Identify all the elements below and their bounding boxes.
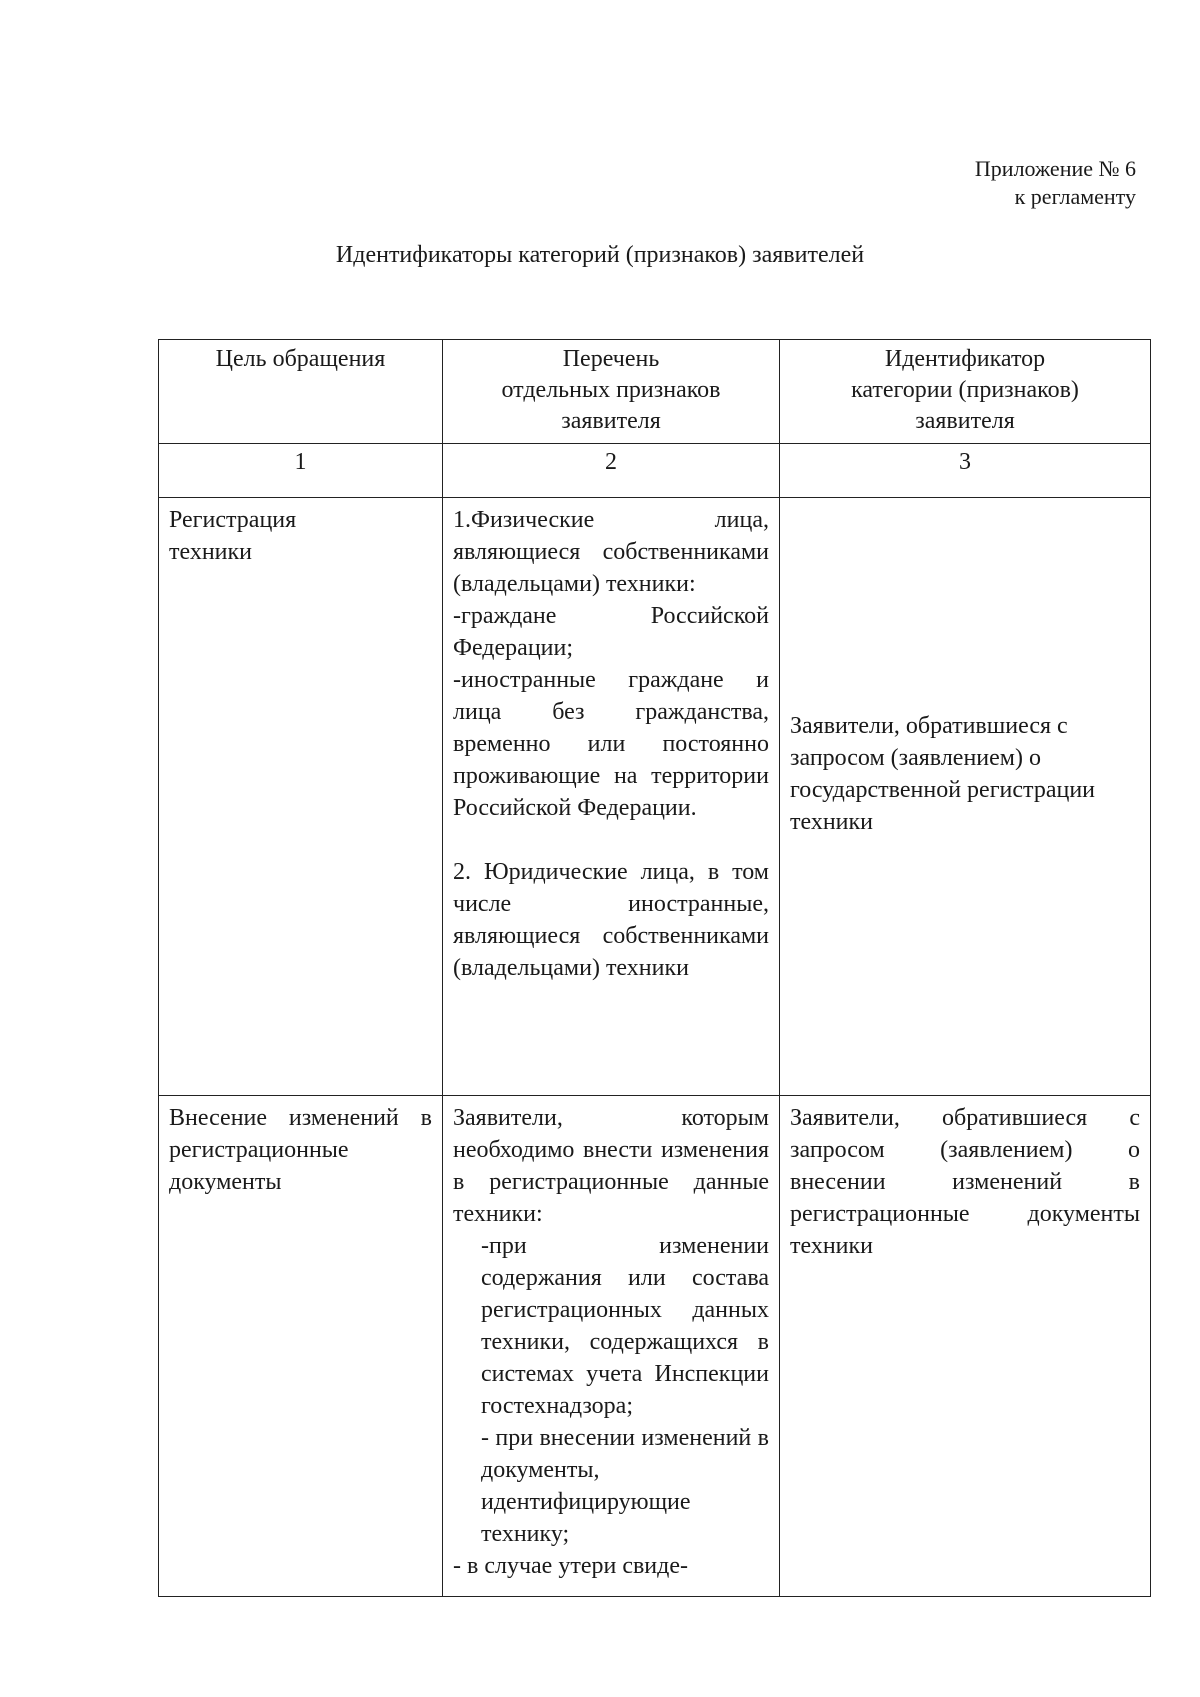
features-paragraph: 2. Юридические лица, в том числе иностранные, являющиеся собственниками (владельцами) техники bbox=[453, 859, 769, 981]
features-cell bbox=[443, 1096, 780, 1597]
features-paragraph: - при внесении изменений в документы, идентифицирующие технику; bbox=[481, 1425, 769, 1547]
header-goal: Цель обращения bbox=[159, 340, 443, 444]
column-number-row bbox=[159, 444, 1151, 498]
features-paragraph: Заявители, которым необходимо внести изменения в регистрационные данные техники: bbox=[453, 1105, 769, 1227]
goal-cell: Внесение изменений в регистрационные документы bbox=[159, 1096, 443, 1597]
document-title: Идентификаторы категорий (признаков) заявителей bbox=[335, 242, 865, 268]
appendix-number: Приложение № 6 bbox=[974, 156, 1136, 181]
features-paragraph: - в случае утери свиде- bbox=[453, 1553, 688, 1579]
header-features: Перечень отдельных признаков заявителя bbox=[443, 340, 780, 444]
appendix-note bbox=[975, 155, 1136, 211]
identifier-text: Заявители, обратившиеся с запросом (заявлением) о государственной регистрации техники bbox=[790, 712, 1096, 835]
applicant-categories-table bbox=[158, 339, 1151, 1597]
identifier-cell: Заявители, обратившиеся с запросом (заявлением) о внесении изменений в регистрационные документы техники bbox=[780, 1096, 1151, 1597]
features-paragraph: -при изменении содержания или состава регистрационных данных техники, содержащихся в системах учета Инспекции гостехнадзора; bbox=[481, 1233, 769, 1419]
table-row-changes bbox=[159, 1096, 1151, 1597]
column-number-3: 3 bbox=[780, 444, 1151, 498]
identifier-cell bbox=[780, 498, 1151, 1096]
appendix-reference: к регламенту bbox=[1014, 184, 1136, 209]
table-row-registration bbox=[159, 498, 1151, 1096]
column-number-2: 2 bbox=[443, 444, 780, 498]
features-cell bbox=[443, 498, 780, 1096]
features-paragraph: 1.Физические лица, являющиеся собственниками (владельцами) техники: bbox=[453, 507, 769, 597]
features-paragraph: -иностранные граждане и лица без гражданства, временно или постоянно проживающие на территории Российской Федерации. bbox=[453, 667, 769, 821]
header-identifier: Идентификатор категории (признаков) заявителя bbox=[780, 340, 1151, 444]
table-header-row bbox=[159, 340, 1151, 444]
goal-cell: Регистрация техники bbox=[159, 498, 443, 1096]
features-paragraph: -граждане Российской Федерации; bbox=[453, 603, 769, 661]
column-number-1: 1 bbox=[159, 444, 443, 498]
